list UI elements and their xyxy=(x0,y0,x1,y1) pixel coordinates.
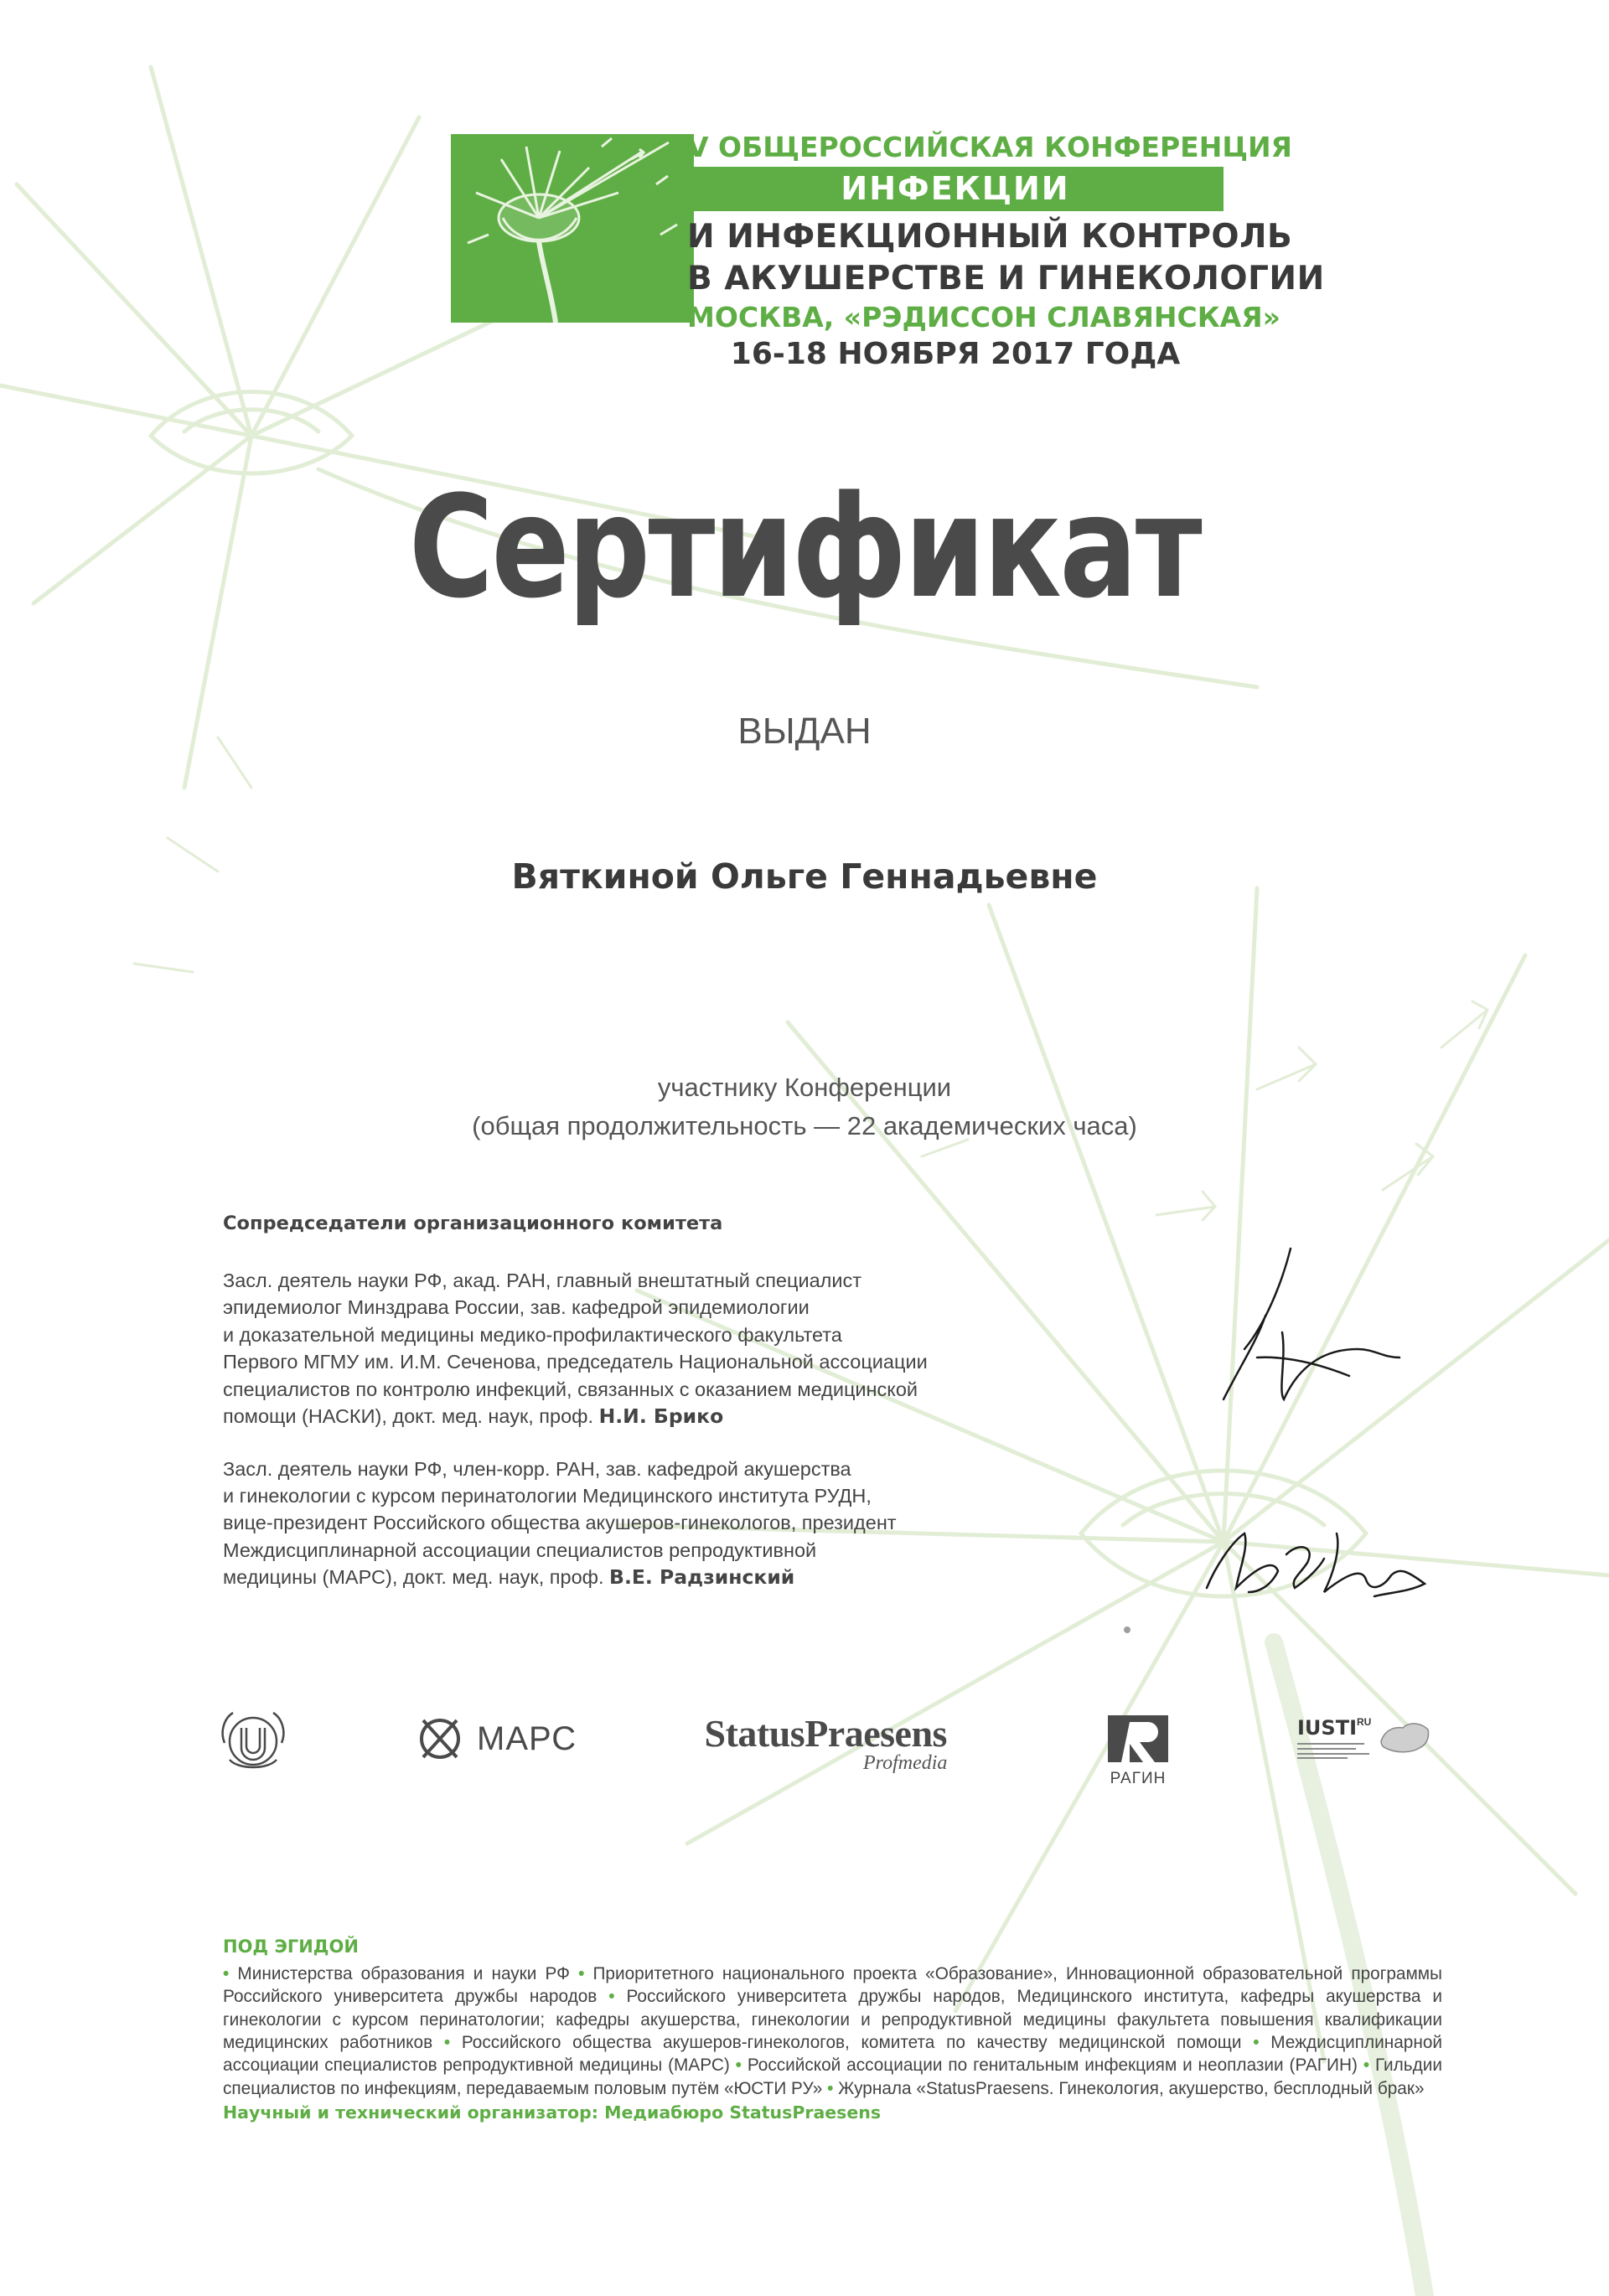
aegis-item: Российского университета дружбы народов, Медицинского института, кафедры акушерства и гинекологии с курсом перинатологии; кафедры акушерства, гинекологии и репродуктивной медицины факультета повышения квалификации медицинских работников xyxy=(223,1987,1443,2053)
marc-emblem-icon xyxy=(415,1714,465,1764)
bullet-icon: • xyxy=(223,1963,230,1983)
bullet-icon: • xyxy=(578,1963,585,1983)
bullet-icon: • xyxy=(735,2056,742,2076)
conference-dates: 16-18 НОЯБРЯ 2017 ГОДА xyxy=(730,336,1181,371)
rudn-emblem-icon xyxy=(216,1709,290,1776)
role-line: участнику Конференции xyxy=(657,1073,952,1102)
conference-topic-line: И ИНФЕКЦИОННЫЙ КОНТРОЛЬ xyxy=(687,217,1293,256)
co-chair-line: эпидемиолог Минздрава России, зав. кафедрой эпидемиологии xyxy=(223,1296,810,1319)
iusti-logo xyxy=(1297,1716,1431,1760)
co-chair-line: и гинекологии с курсом перинатологии Медицинского института РУДН, xyxy=(223,1485,872,1507)
aegis-heading: ПОД ЭГИДОЙ xyxy=(223,1937,359,1957)
participant-role xyxy=(0,1068,1609,1145)
dandelion-logo-icon xyxy=(451,134,694,323)
iusti-label: IUSTI xyxy=(1297,1716,1358,1740)
marc-label: МАРС xyxy=(477,1719,577,1757)
status-praesens-label: StatusPraesens xyxy=(704,1712,947,1755)
ragin-emblem-icon xyxy=(1105,1714,1172,1764)
aegis-section xyxy=(223,1936,1442,2124)
signature-briko xyxy=(1207,1232,1408,1433)
conference-header xyxy=(687,130,1325,374)
russia-map-icon xyxy=(1378,1716,1431,1758)
co-chair-line: Засл. деятель науки РФ, акад. РАН, главный внештатный специалист xyxy=(223,1270,862,1292)
aegis-item: Междисциплинарной ассоциации специалистов репродуктивной медицины (МАРС) xyxy=(223,2033,1443,2076)
aegis-item: Приоритетного национального проекта «Образование», Инновационной образовательной программы Российского университета дружбы народов xyxy=(223,1963,1443,2007)
committee-heading: Сопредседатели организационного комитета xyxy=(223,1213,723,1234)
issued-label: ВЫДАН xyxy=(737,711,872,752)
duration-line: (общая продолжительность — 22 академических часа) xyxy=(472,1110,1137,1140)
co-chair-line: Междисциплинарной ассоциации специалистов репродуктивной xyxy=(223,1538,817,1561)
profmedia-label: Profmedia xyxy=(863,1752,948,1774)
co-chair-name: Н.И. Брико xyxy=(598,1404,724,1429)
co-chair-line: Первого МГМУ им. И.М. Сеченова, председатель Национальной ассоциации xyxy=(223,1351,928,1373)
bullet-icon: • xyxy=(608,1987,615,2007)
co-chair-line: специалистов по контролю инфекций, связанных с оказанием медицинской xyxy=(223,1378,918,1400)
organizer-line: Научный и технический организатор: Медиабюро StatusPraesens xyxy=(223,2102,882,2123)
certificate-title: Сертификат xyxy=(408,465,1201,629)
co-chair-line: вице-президент Российского общества акушеров-гинекологов, президент xyxy=(223,1512,897,1534)
co-chair-line: Засл. деятель науки РФ, член-корр. РАН, зав. кафедрой акушерства xyxy=(223,1457,851,1480)
co-chair-credentials: медицины (МАРС), докт. мед. наук, проф. xyxy=(223,1566,604,1589)
bullet-icon: • xyxy=(443,2033,451,2053)
co-chair-name: В.Е. Радзинский xyxy=(609,1565,795,1590)
aegis-list xyxy=(223,1962,1442,2101)
ragin-logo xyxy=(1105,1714,1172,1788)
aegis-item: Журнала «StatusPraesens. Гинекология, акушерство, бесплодный брак» xyxy=(838,2078,1425,2098)
aegis-item: Российского общества акушеров-гинекологов, комитета по качеству медицинской помощи xyxy=(461,2033,1242,2053)
aegis-item: Министерства образования и науки РФ xyxy=(237,1963,570,1983)
aegis-item: Гильдии специалистов по инфекциям, передаваемым половым путём «ЮСТИ РУ» xyxy=(223,2056,1443,2098)
ragin-label: РАГИН xyxy=(1110,1770,1167,1787)
conference-edition: V ОБЩЕРОССИЙСКАЯ КОНФЕРЕНЦИЯ xyxy=(687,131,1292,163)
iusti-fine-print-icon xyxy=(1297,1741,1373,1760)
bullet-icon: • xyxy=(827,2078,834,2098)
conference-venue: МОСКВА, «РЭДИССОН СЛАВЯНСКАЯ» xyxy=(687,300,1280,334)
signature-radzinsky xyxy=(1198,1508,1450,1634)
bullet-icon: • xyxy=(1363,2056,1370,2076)
status-praesens-logo xyxy=(704,1711,947,1775)
iusti-ru-label: RU xyxy=(1357,1716,1372,1728)
co-chair-line: и доказательной медицины медико-профилактического факультета xyxy=(223,1323,842,1346)
marc-logo xyxy=(415,1714,577,1764)
conference-logo xyxy=(451,134,694,323)
conference-topic-line: В АКУШЕРСТВЕ И ГИНЕКОЛОГИИ xyxy=(687,259,1325,297)
conference-topic-band: ИНФЕКЦИИ xyxy=(687,167,1224,211)
recipient-name: Вяткиной Ольге Геннадьевне xyxy=(511,856,1098,897)
bullet-icon: • xyxy=(1253,2033,1260,2053)
co-chair-credentials: помощи (НАСКИ), докт. мед. наук, проф. xyxy=(223,1405,594,1428)
aegis-item: Российской ассоциации по генитальным инфекциям и неоплазии (РАГИН) xyxy=(747,2056,1358,2076)
